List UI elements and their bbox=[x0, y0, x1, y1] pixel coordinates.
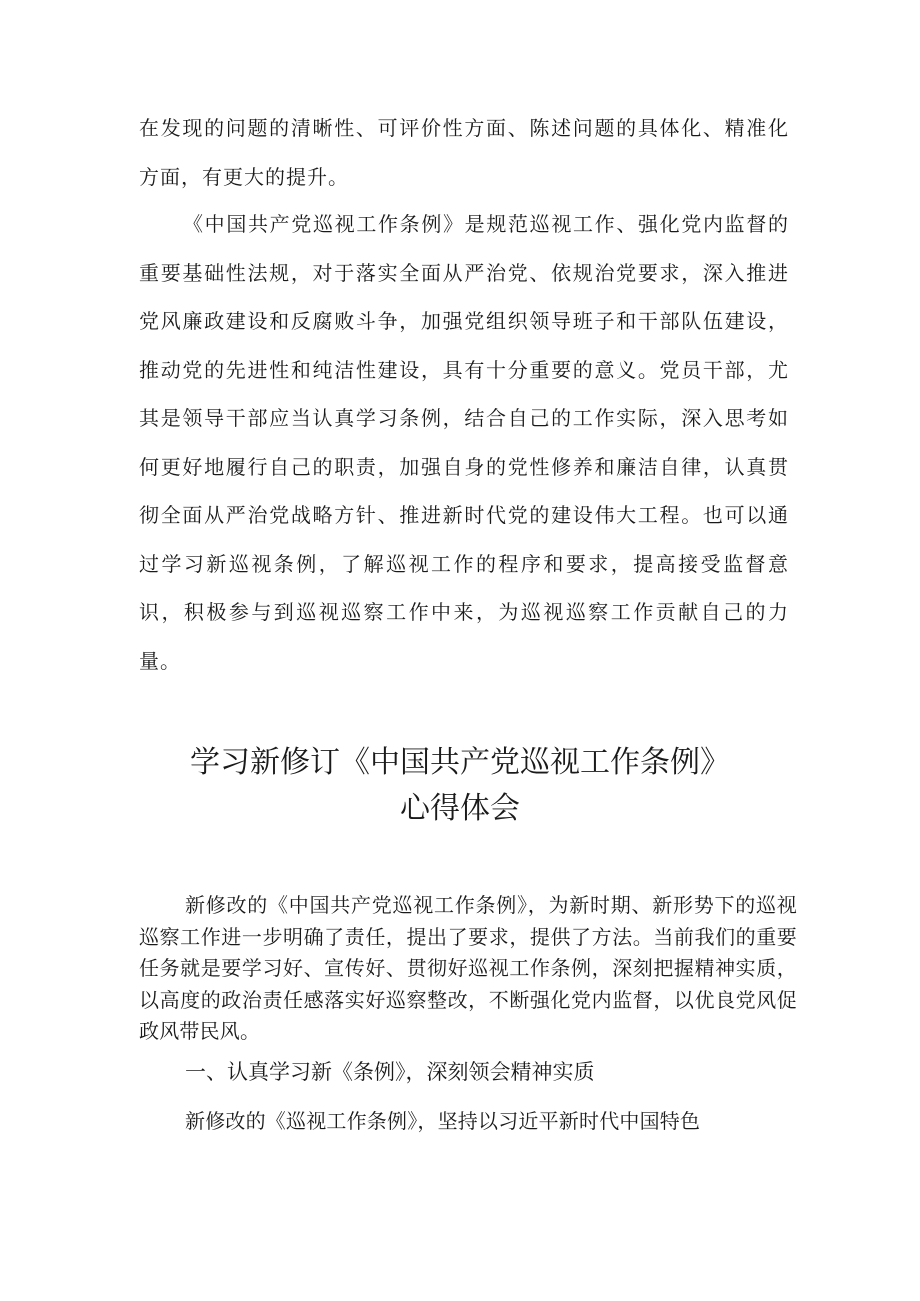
article-intro-paragraph: 新修改的《中国共产党巡视工作条例》，为新时期、新形势下的巡视巡察工作进一步明确了责任，提出了要求，提供了方法。当前我们的重要任务就是要学习好、宣传好、贯彻好巡视工作条例，深刻把握精神实质，以高度的政治责任感落实好巡察整改，不断强化党内监督，以优良党风促政风带民风。 bbox=[139, 893, 797, 1043]
section-1-paragraph: 新修改的《巡视工作条例》，坚持以习近平新时代中国特色 bbox=[185, 1109, 701, 1133]
paragraph-regulation-significance: 《中国共产党巡视工作条例》是规范巡视工作、强化党内监督的重要基础性法规，对于落实全面从严治党、依规治党要求，深入推进党风廉政建设和反腐败斗争，加强党组织领导班子和干部队伍建设，推动党的先进性和纯洁性建设，具有十分重要的意义。党员干部，尤其是领导干部应当认真学习条例，结合自己的工作实际，深入思考如何更好地履行自己的职责，加强自身的党性修养和廉洁自律，认真贯彻全面从严治党战略方针、推进新时代党的建设伟大工程。也可以通过学习新巡视条例，了解巡视工作的程序和要求，提高接受监督意识，积极参与到巡视巡察工作中来，为巡视巡察工作贡献自己的力量。 bbox=[139, 212, 789, 673]
article-title-line2: 心得体会 bbox=[400, 791, 520, 826]
paragraph-continued: 在发现的问题的清晰性、可评价性方面、陈述问题的具体化、精准化方面，有更大的提升。 bbox=[139, 116, 789, 189]
article-title bbox=[100, 740, 820, 832]
article-title-line1: 学习新修订《中国共产党巡视工作条例》 bbox=[190, 745, 730, 780]
section-heading-1: 一、认真学习新《条例》，深刻领会精神实质 bbox=[185, 1060, 595, 1084]
